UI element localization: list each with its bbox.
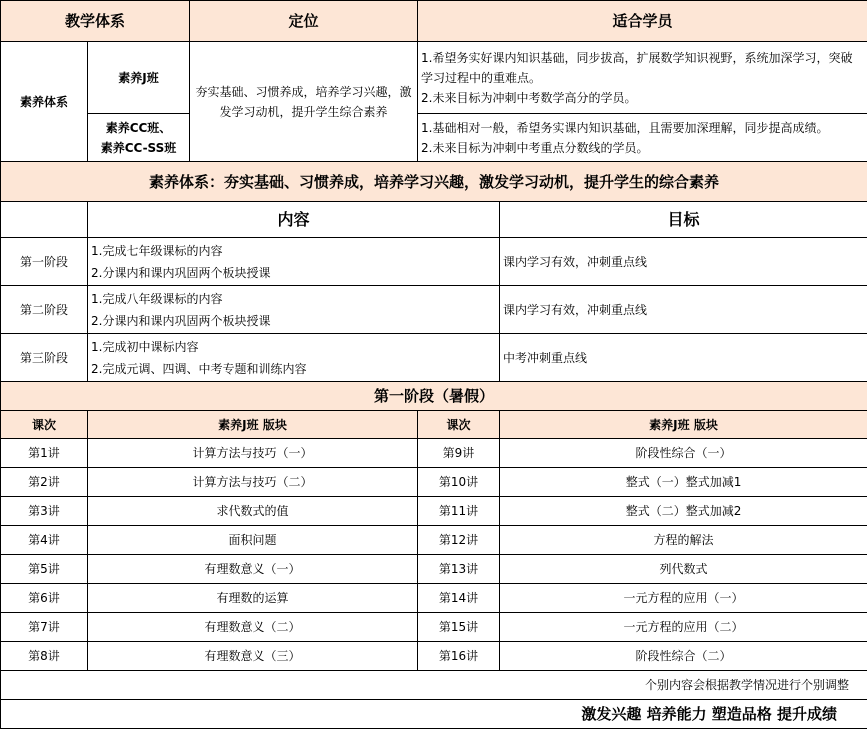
lesson-number: 第13讲 bbox=[418, 555, 500, 584]
lesson-topic: 有理数的运算 bbox=[88, 584, 418, 613]
lesson-topic: 有理数意义（一） bbox=[88, 555, 418, 584]
lesson-number: 第12讲 bbox=[418, 526, 500, 555]
lesson-number: 第15讲 bbox=[418, 613, 500, 642]
stage-content: 1.完成八年级课标的内容 2.分课内和课内巩固两个板块授课 bbox=[88, 286, 500, 334]
stage-table bbox=[0, 201, 867, 382]
lesson-number: 第10讲 bbox=[418, 468, 500, 497]
system-banner: 素养体系：夯实基础、习惯养成，培养学习兴趣，激发学习动机，提升学生的综合素养 bbox=[1, 162, 867, 202]
lesson-number: 第2讲 bbox=[1, 468, 88, 497]
lesson-number: 第16讲 bbox=[418, 642, 500, 671]
lesson-number: 第3讲 bbox=[1, 497, 88, 526]
lesson-number: 第8讲 bbox=[1, 642, 88, 671]
lesson-topic: 面积问题 bbox=[88, 526, 418, 555]
stage-header-blank bbox=[1, 202, 88, 238]
class-name: 素养CC班、 素养CC-SS班 bbox=[88, 114, 190, 162]
stage-goal: 中考冲刺重点线 bbox=[500, 334, 867, 382]
lesson-topic: 阶段性综合（一） bbox=[500, 439, 867, 468]
lesson-number: 第6讲 bbox=[1, 584, 88, 613]
stage-content: 1.完成七年级课标的内容 2.分课内和课内巩固两个板块授课 bbox=[88, 238, 500, 286]
lesson-topic: 计算方法与技巧（二） bbox=[88, 468, 418, 497]
lesson-topic: 整式（二）整式加减2 bbox=[500, 497, 867, 526]
lesson-topic: 计算方法与技巧（一） bbox=[88, 439, 418, 468]
header-lesson-right: 课次 bbox=[418, 411, 500, 439]
student-description: 1.基础相对一般，希望务实课内知识基础，且需要加深理解，同步提高成绩。 2.未来目标为冲刺中考重点分数线的学员。 bbox=[418, 114, 867, 162]
system-table bbox=[0, 0, 867, 202]
lesson-topic: 阶段性综合（二） bbox=[500, 642, 867, 671]
lesson-number: 第9讲 bbox=[418, 439, 500, 468]
lesson-topic: 列代数式 bbox=[500, 555, 867, 584]
stage-label: 第三阶段 bbox=[1, 334, 88, 382]
lesson-number: 第7讲 bbox=[1, 613, 88, 642]
lesson-number: 第11讲 bbox=[418, 497, 500, 526]
lesson-number: 第5讲 bbox=[1, 555, 88, 584]
position-text: 夯实基础、习惯养成，培养学习兴趣，激发学习动机，提升学生综合素养 bbox=[190, 42, 418, 162]
stage-label: 第二阶段 bbox=[1, 286, 88, 334]
lesson-topic: 有理数意义（二） bbox=[88, 613, 418, 642]
header-system: 教学体系 bbox=[1, 1, 190, 42]
lesson-section-title: 第一阶段（暑假） bbox=[1, 382, 867, 411]
header-block-left: 素养J班 版块 bbox=[88, 411, 418, 439]
student-description: 1.希望务实好课内知识基础，同步拔高，扩展数学知识视野，系统加深学习，突破学习过程中的重难点。 2.未来目标为冲刺中考数学高分的学员。 bbox=[418, 42, 867, 114]
header-content: 内容 bbox=[88, 202, 500, 238]
lesson-topic: 方程的解法 bbox=[500, 526, 867, 555]
lesson-number: 第4讲 bbox=[1, 526, 88, 555]
header-lesson: 课次 bbox=[1, 411, 88, 439]
lesson-topic: 一元方程的应用（一） bbox=[500, 584, 867, 613]
header-goal: 目标 bbox=[500, 202, 867, 238]
lesson-table bbox=[0, 381, 867, 729]
lesson-topic: 求代数式的值 bbox=[88, 497, 418, 526]
system-name: 素养体系 bbox=[1, 42, 88, 162]
stage-goal: 课内学习有效，冲刺重点线 bbox=[500, 286, 867, 334]
lesson-number: 第14讲 bbox=[418, 584, 500, 613]
header-position: 定位 bbox=[190, 1, 418, 42]
lesson-topic: 有理数意义（三） bbox=[88, 642, 418, 671]
lesson-topic: 整式（一）整式加减1 bbox=[500, 468, 867, 497]
header-students: 适合学员 bbox=[418, 1, 867, 42]
header-block-right: 素养J班 版块 bbox=[500, 411, 867, 439]
adjustment-note: 个别内容会根据教学情况进行个别调整 bbox=[1, 671, 867, 700]
slogan: 激发兴趣 培养能力 塑造品格 提升成绩 bbox=[1, 700, 867, 729]
lesson-topic: 一元方程的应用（二） bbox=[500, 613, 867, 642]
stage-goal: 课内学习有效，冲刺重点线 bbox=[500, 238, 867, 286]
stage-content: 1.完成初中课标内容 2.完成元调、四调、中考专题和训练内容 bbox=[88, 334, 500, 382]
lesson-number: 第1讲 bbox=[1, 439, 88, 468]
stage-label: 第一阶段 bbox=[1, 238, 88, 286]
class-name: 素养J班 bbox=[88, 42, 190, 114]
